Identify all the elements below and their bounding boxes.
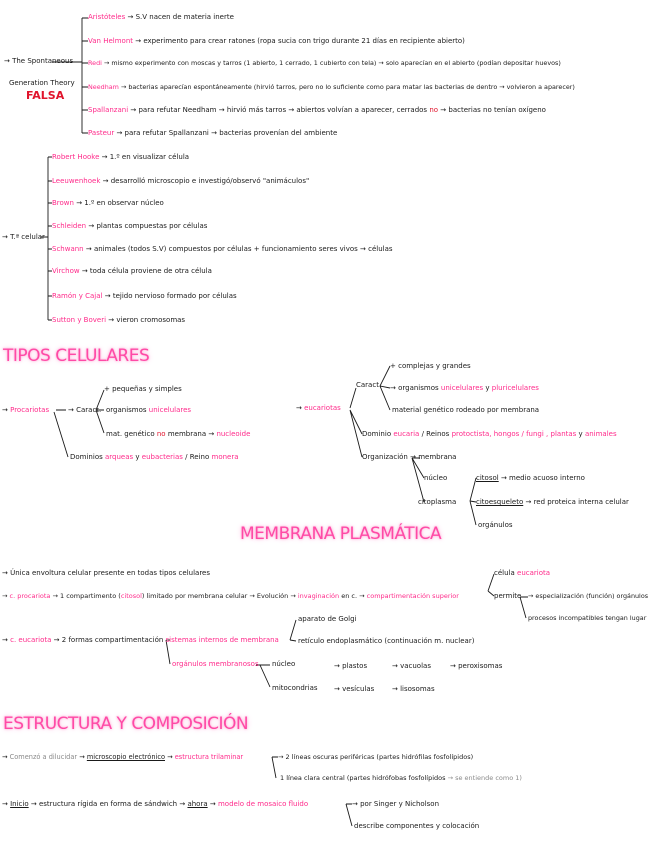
text-part: membrana (418, 453, 457, 461)
text-part: unicelulares (148, 406, 192, 414)
euc-caract-1: + complejas y grandes (390, 362, 471, 370)
text-part: c. procariota (9, 592, 51, 600)
euc-citoesqueleto (476, 498, 629, 507)
tc-row-schwann (52, 245, 393, 254)
text-part: → (2, 800, 8, 808)
text-part: / Reino (185, 453, 210, 461)
scientist-name: Robert Hooke (52, 153, 100, 161)
text-part: → (2, 592, 8, 600)
text-part: en c. → (341, 592, 365, 600)
scientist-name: Aristóteles (88, 13, 126, 21)
mem-permite: permite (494, 592, 522, 600)
text-part: Dominios (70, 453, 103, 461)
text-part: citosol (120, 592, 142, 600)
text-part: modelo de mosaico fluido (217, 800, 309, 808)
tc-row-cajal (52, 292, 237, 301)
scientist-name: Ramón y Cajal (52, 292, 103, 300)
sg-row-needham (88, 83, 575, 92)
mem-reticulo: retículo endoplasmático (continuación m. nuclear) (298, 637, 475, 645)
text-part: arqueas (104, 453, 134, 461)
eucariotas-label: eucariotas (304, 404, 341, 412)
mem-plastos: → plastos (334, 662, 368, 670)
text-part: membrana → (167, 430, 215, 438)
text-part: → estructura rígida en forma de sándwich → (30, 800, 186, 808)
text-part: → 2 formas compartimentación (53, 636, 164, 644)
tc-row-sutton-boveri (52, 316, 185, 325)
text-part: y (485, 384, 490, 392)
row-text: → vieron cromosomas (108, 316, 186, 324)
mem-permite-1: → especialización (función) orgánulos (528, 592, 649, 600)
text-part: pluricelulares (491, 384, 539, 392)
text-part: 1 línea clara central (partes hidrófobas fosfolípidos (280, 774, 446, 782)
proc-caract-1: + pequeñas y simples (104, 385, 182, 393)
euc-caract-3: material genético rodeado por membrana (392, 406, 540, 414)
row-text: → para refutar Spallanzani → bacterias provenían del ambiente (116, 129, 338, 137)
text-part: estructura trilaminar (174, 753, 244, 761)
tc-row-brown (52, 199, 164, 208)
est-line-1: → Comenzó a dilucidar → microscopio electrónico → estructura trilaminar (2, 753, 244, 761)
sg-label: → The Spontaneous (4, 57, 74, 65)
row-text: → animales (todos S.V) compuestos por células + funcionamiento seres vivos → células (85, 245, 393, 253)
euc-organulos: orgánulos (478, 521, 513, 529)
mem-permite-2: procesos incompatibles tengan lugar (528, 614, 647, 622)
text-part: ) limitado por membrana celular → Evolución → (141, 592, 296, 600)
text-part: Inicio (10, 800, 29, 808)
text-part: organismos (398, 384, 439, 392)
text-part: Comenzó a (9, 753, 47, 761)
row-text: → mismo experimento con moscas y tarros (1 abierto, 1 cerrado, 1 cubierto con tela) → solo aparecían en el abierto (podían depositar huevos) (103, 59, 561, 67)
section-title-membrana: MEMBRANA PLASMÁTICA (240, 524, 442, 544)
euc-citosol (476, 474, 585, 483)
euc-caract-2: → organismos unicelulares y pluricelulares (390, 384, 539, 392)
text-part: y (135, 453, 140, 461)
text-part: plantas (550, 430, 577, 438)
text-part: mat. genético (106, 430, 155, 438)
tc-label-text: T.ª celular (10, 233, 45, 241)
text-part: sistemas internos de membrana (165, 636, 279, 644)
tc-row-schleiden (52, 222, 207, 231)
proc-caract-2 (106, 406, 191, 415)
proc-caract-3 (106, 430, 250, 439)
row-text: → plantas compuestas por células (88, 222, 208, 230)
sg-row-redi (88, 59, 561, 68)
eucariotas-node: → eucariotas (296, 404, 341, 412)
text-part: animales (584, 430, 617, 438)
scientist-name: Schwann (52, 245, 84, 253)
euc-caract: Caract. (356, 381, 382, 389)
sg-label-1: The Spontaneous (12, 57, 74, 65)
text-part: → medio acuoso interno (500, 474, 585, 482)
text-part: célula (494, 569, 515, 577)
procariotas-label: Procariotas (10, 406, 50, 414)
row-text: → 1.º en observar núcleo (76, 199, 164, 207)
sg-row-van-helmont (88, 37, 465, 46)
sg-row-aristoteles (88, 13, 234, 22)
text-part: fungi , (526, 430, 549, 438)
mem-peroxisomas: → peroxisomas (450, 662, 503, 670)
text-part: eucariota (517, 569, 551, 577)
text-part: → red proteica interna celular (525, 498, 629, 506)
text-part: y (578, 430, 583, 438)
row-text-2: → bacterias no tenían oxígeno (440, 106, 546, 114)
section-title-tipos: TIPOS CELULARES (3, 346, 150, 366)
mem-vacuolas: → vacuolas (392, 662, 431, 670)
mem-line-2 (2, 592, 459, 601)
scientist-name: Leeuwenhoek (52, 177, 101, 185)
mem-line-3 (2, 636, 279, 645)
text-part: protoctista, (451, 430, 492, 438)
text-part: citosol (476, 474, 499, 482)
est-lineas-oscuras: → 2 líneas oscuras periféricas (partes hidrófilas fosfolípidos) (278, 753, 474, 761)
euc-dominio (362, 430, 617, 439)
tc-row-hooke (52, 153, 189, 162)
est-singer: → por Singer y Nicholson (352, 800, 440, 808)
row-text: → desarrolló microscopio e investigó/observó "animáculos" (102, 177, 310, 185)
text-part: citoesqueleto (476, 498, 524, 506)
text-part: compartimentación superior (366, 592, 459, 600)
procariotas-node: → Procariotas (2, 406, 50, 414)
text-part: → (209, 800, 216, 808)
text-part: eucaria (393, 430, 420, 438)
sg-row-pasteur (88, 129, 337, 138)
tc-label: → T.ª celular (2, 233, 45, 241)
text-part: monera (211, 453, 239, 461)
mem-organulos-membranosos: orgánulos membranosos (172, 660, 259, 668)
mem-lisosomas: → lisosomas (392, 685, 435, 693)
est-line-2 (2, 800, 308, 809)
text-part: → (167, 753, 173, 761)
scientist-name: Virchow (52, 267, 80, 275)
text-part: Organización (362, 453, 408, 461)
text-part: → (2, 636, 8, 644)
sg-row-spallanzani (88, 106, 546, 115)
text-part: dilucidar (48, 753, 78, 761)
mem-mitocondrias: mitocondrias (272, 684, 318, 692)
row-text: → 1.º en visualizar célula (101, 153, 190, 161)
falsa-label: FALSA (26, 89, 65, 102)
text-part: microscopio electrónico (86, 753, 165, 761)
proc-dominios (70, 453, 239, 462)
text-part: → 1 compartimento ( (52, 592, 121, 600)
mem-nucleo: núcleo (272, 660, 296, 668)
text-part: / Reinos (421, 430, 450, 438)
row-text: → para refutar Needham → hirvió más tarros → abiertos volvían a aparecer, cerrados (130, 106, 428, 114)
euc-organizacion: Organización → membrana (362, 453, 457, 461)
text-part: Dominio (362, 430, 392, 438)
row-text: → tejido nervioso formado por células (104, 292, 237, 300)
proc-caract-label: Caract. (76, 406, 102, 414)
mem-celula-eucariota (494, 569, 550, 578)
text-part: → (2, 753, 8, 761)
proc-caract: → Caract. (68, 406, 102, 414)
mem-golgi: aparato de Golgi (298, 615, 357, 623)
scientist-name: Pasteur (88, 129, 115, 137)
no-word: no (156, 430, 166, 438)
text-part: nucleoide (216, 430, 251, 438)
scientist-name: Schleiden (52, 222, 87, 230)
no-word: no (429, 106, 439, 114)
scientist-name: Van Helmont (88, 37, 133, 45)
text-part: eubacterias (141, 453, 183, 461)
scientist-name: Brown (52, 199, 74, 207)
mem-line-1: → Única envoltura celular presente en todas tipos celulares (2, 569, 210, 577)
scientist-name: Spallanzani (88, 106, 129, 114)
tc-row-leeuwenhoek (52, 177, 309, 186)
euc-nucleo: núcleo (424, 474, 448, 482)
scientist-name: Redi (88, 59, 102, 67)
mem-vesiculas: → vesículas (334, 685, 375, 693)
scientist-name: Needham (88, 83, 119, 91)
section-title-estructura: ESTRUCTURA Y COMPOSICIÓN (3, 714, 249, 734)
text-part: organismos (106, 406, 147, 414)
text-part: ahora (187, 800, 208, 808)
text-part: invaginación (297, 592, 340, 600)
text-part: unicelulares (440, 384, 484, 392)
tc-row-virchow (52, 267, 212, 276)
row-text: → toda célula proviene de otra célula (81, 267, 212, 275)
text-part: → se entiende como 1) (447, 774, 522, 782)
scientist-name: Sutton y Boveri (52, 316, 107, 324)
euc-citoplasma: citoplasma (418, 498, 457, 506)
text-part: c. eucariota (10, 636, 52, 644)
text-part: hongos / (493, 430, 524, 438)
row-text: → S.V nacen de materia inerte (127, 13, 234, 21)
est-describe: describe componentes y colocación (354, 822, 480, 830)
est-linea-clara (280, 774, 522, 783)
row-text: → experimento para crear ratones (ropa sucia con trigo durante 21 días en recipiente abierto) (135, 37, 465, 45)
row-text: → bacterias aparecían espontáneamente (hirvió tarros, pero no lo suficiente como para matar las bacterias de dentro → volvieron a aparecer) (120, 83, 575, 91)
sg-label-2: Generation Theory (9, 79, 75, 87)
